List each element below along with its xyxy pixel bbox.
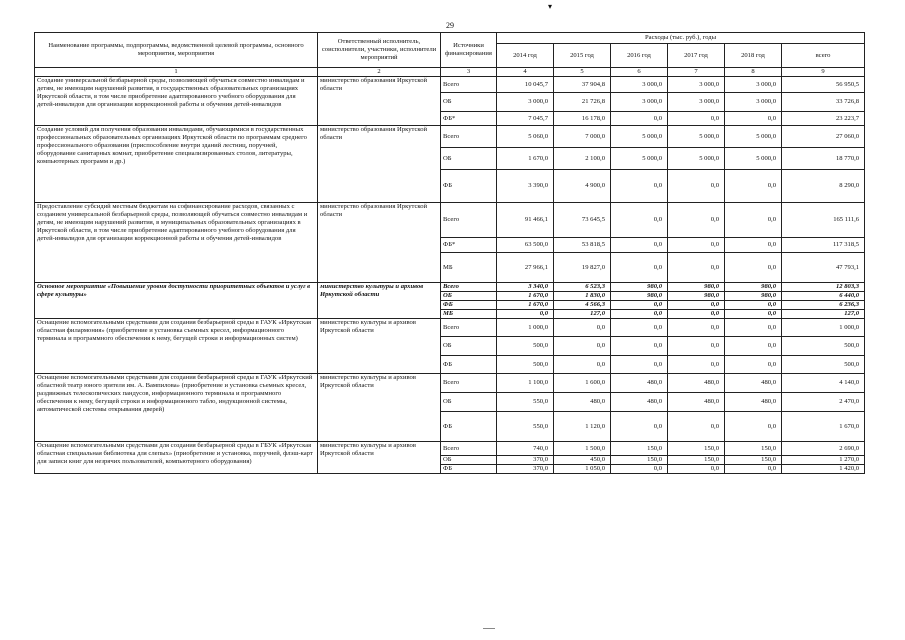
year-value: 6 523,3 [554, 283, 611, 292]
program-name: Оснащение вспомогательными средствами для создания безбарьерной среды в ГАУК «Иркутская областная филармония» (приобретение и установка съемных кресел, информационного терминала и программного обеспечения к нему, бегущей строки и информационных систем) [35, 319, 318, 374]
year-value: 370,0 [497, 465, 554, 474]
year-value: 3 000,0 [611, 77, 668, 93]
funding-source: ОБ [441, 148, 497, 170]
year-value: 370,0 [497, 456, 554, 465]
year-value: 127,0 [554, 310, 611, 319]
funding-source: ФБ [441, 170, 497, 203]
total-value: 6 236,3 [782, 301, 865, 310]
year-value: 0,0 [611, 253, 668, 283]
year-value: 53 818,5 [554, 238, 611, 253]
total-value: 2 690,0 [782, 442, 865, 456]
budget-table [34, 32, 865, 474]
funding-source: МБ [441, 253, 497, 283]
funding-source: ФБ* [441, 112, 497, 126]
column-index: 6 [611, 68, 668, 77]
year-value: 0,0 [725, 337, 782, 356]
program-name: Создание универсальной безбарьерной среды, позволяющей обучаться совместно инвалидам и детям, не имеющим нарушений развития, в государственных образовательных организациях Иркутской области, в том числе приобретение адаптированного учебного оборудования для детей-инвалидов для организации коррекционной работы и обучения детей-инвалидов [35, 77, 318, 126]
header-source: Источники финансирования [441, 33, 497, 68]
header-year: 2018 год [725, 44, 782, 68]
year-value: 3 000,0 [725, 77, 782, 93]
table-row [35, 374, 865, 393]
total-value: 8 290,0 [782, 170, 865, 203]
year-value: 150,0 [668, 456, 725, 465]
year-value: 500,0 [497, 356, 554, 374]
program-name: Основное мероприятие «Повышение уровня доступности приоритетных объектов и услуг в сфере культуры» [35, 283, 318, 319]
year-value: 91 466,1 [497, 203, 554, 238]
scan-footer-mark [483, 628, 495, 629]
total-value: 4 140,0 [782, 374, 865, 393]
year-value: 980,0 [725, 292, 782, 301]
total-value: 6 440,0 [782, 292, 865, 301]
funding-source: ОБ [441, 456, 497, 465]
year-value: 480,0 [611, 393, 668, 412]
program-name: Предоставление субсидий местным бюджетам на софинансирование расходов, связанных с созданием универсальной безбарьерной среды, позволяющей обучаться совместно инвалидам и детям, не имеющим нарушений развития, в муниципальных образовательных организациях в Иркутской области, в том числе приобретение адаптированного учебного оборудования для детей-инвалидов для организации коррекционной работы и обучения детей-инвалидов [35, 203, 318, 283]
funding-source: ФБ [441, 301, 497, 310]
year-value: 480,0 [725, 393, 782, 412]
year-value: 0,0 [668, 356, 725, 374]
year-value: 3 000,0 [497, 93, 554, 112]
table-row [35, 203, 865, 238]
year-value: 0,0 [611, 412, 668, 442]
table-row [35, 442, 865, 456]
column-index: 4 [497, 68, 554, 77]
header-expenses: Расходы (тыс. руб.), годы [497, 33, 865, 44]
year-value: 0,0 [725, 310, 782, 319]
year-value: 1 830,0 [554, 292, 611, 301]
year-value: 1 670,0 [497, 148, 554, 170]
year-value: 150,0 [611, 442, 668, 456]
funding-source: ОБ [441, 337, 497, 356]
year-value: 0,0 [611, 319, 668, 337]
column-index: 5 [554, 68, 611, 77]
table-row [35, 126, 865, 148]
total-value: 47 793,1 [782, 253, 865, 283]
year-value: 550,0 [497, 412, 554, 442]
year-value: 480,0 [725, 374, 782, 393]
executor-name: министерство культуры и архивов Иркутской области [318, 283, 441, 319]
year-value: 150,0 [668, 442, 725, 456]
table-row [35, 283, 865, 292]
total-value: 1 270,0 [782, 456, 865, 465]
year-value: 0,0 [725, 465, 782, 474]
table-row [35, 77, 865, 93]
year-value: 37 904,8 [554, 77, 611, 93]
year-value: 480,0 [668, 393, 725, 412]
total-value: 2 470,0 [782, 393, 865, 412]
year-value: 73 645,5 [554, 203, 611, 238]
year-value: 0,0 [668, 310, 725, 319]
total-value: 33 726,8 [782, 93, 865, 112]
funding-source: МБ [441, 310, 497, 319]
year-value: 4 900,0 [554, 170, 611, 203]
year-value: 480,0 [668, 374, 725, 393]
year-value: 4 566,3 [554, 301, 611, 310]
total-value: 127,0 [782, 310, 865, 319]
year-value: 3 340,0 [497, 283, 554, 292]
year-value: 7 045,7 [497, 112, 554, 126]
year-value: 0,0 [668, 465, 725, 474]
year-value: 450,0 [554, 456, 611, 465]
year-value: 480,0 [611, 374, 668, 393]
column-index: 1 [35, 68, 318, 77]
executor-name: министерство образования Иркутской области [318, 203, 441, 283]
funding-source: Всего [441, 203, 497, 238]
year-value: 0,0 [554, 337, 611, 356]
year-value: 740,0 [497, 442, 554, 456]
year-value: 16 178,0 [554, 112, 611, 126]
year-value: 500,0 [497, 337, 554, 356]
year-value: 2 100,0 [554, 148, 611, 170]
column-index: 3 [441, 68, 497, 77]
total-value: 56 950,5 [782, 77, 865, 93]
header-program: Наименование программы, подпрограммы, ведомственной целевой программы, основного мероприятия, мероприятия [35, 33, 318, 68]
year-value: 0,0 [725, 170, 782, 203]
year-value: 0,0 [668, 253, 725, 283]
total-value: 1 420,0 [782, 465, 865, 474]
year-value: 150,0 [725, 456, 782, 465]
year-value: 980,0 [611, 292, 668, 301]
year-value: 0,0 [611, 203, 668, 238]
year-value: 0,0 [611, 465, 668, 474]
funding-source: ФБ [441, 465, 497, 474]
total-value: 12 803,3 [782, 283, 865, 292]
program-name: Оснащение вспомогательными средствами для создания безбарьерной среды в ГБУК «Иркутская областная специальная библиотека для слепых» (приобретение и установка, поручней, флэш-карт для записи книг для незрячих пользователей, компьютерного оборудования) [35, 442, 318, 474]
column-index: 7 [668, 68, 725, 77]
executor-name: министерство культуры и архивов Иркутской области [318, 442, 441, 474]
year-value: 1 000,0 [497, 319, 554, 337]
year-value: 0,0 [725, 112, 782, 126]
total-value: 1 670,0 [782, 412, 865, 442]
year-value: 0,0 [725, 203, 782, 238]
column-index: 8 [725, 68, 782, 77]
year-value: 5 000,0 [668, 126, 725, 148]
executor-name: министерство культуры и архивов Иркутской области [318, 319, 441, 374]
scan-mark: ▾ [548, 2, 553, 11]
year-value: 5 000,0 [725, 126, 782, 148]
column-index: 2 [318, 68, 441, 77]
year-value: 0,0 [554, 356, 611, 374]
total-value: 500,0 [782, 356, 865, 374]
year-value: 1 670,0 [497, 292, 554, 301]
page-number: 29 [446, 21, 454, 30]
year-value: 5 000,0 [668, 148, 725, 170]
year-value: 3 000,0 [611, 93, 668, 112]
year-value: 19 827,0 [554, 253, 611, 283]
year-value: 0,0 [725, 301, 782, 310]
year-value: 0,0 [725, 238, 782, 253]
funding-source: ФБ* [441, 238, 497, 253]
year-value: 0,0 [611, 238, 668, 253]
total-value: 27 060,0 [782, 126, 865, 148]
year-value: 980,0 [668, 283, 725, 292]
header-year: 2017 год [668, 44, 725, 68]
year-value: 0,0 [668, 301, 725, 310]
funding-source: ФБ [441, 356, 497, 374]
funding-source: Всего [441, 77, 497, 93]
year-value: 0,0 [725, 412, 782, 442]
funding-source: ФБ [441, 412, 497, 442]
year-value: 5 000,0 [611, 126, 668, 148]
year-value: 1 500,0 [554, 442, 611, 456]
funding-source: Всего [441, 374, 497, 393]
year-value: 0,0 [611, 337, 668, 356]
header-year: 2014 год [497, 44, 554, 68]
year-value: 1 670,0 [497, 301, 554, 310]
program-name: Оснащение вспомогательными средствами для создания безбарьерной среды в ГАУК «Иркутский областной театр юного зрителя им. А. Вампилова» (приобретение и установка съемных кресел, раздвижных телескопических пандусов, информационного терминала и программного обеспечения к нему, бегущей строки и информационного табло, индукционной системы, автоматической системы открывания дверей) [35, 374, 318, 442]
header-year: 2016 год [611, 44, 668, 68]
header-year: 2015 год [554, 44, 611, 68]
column-index: 9 [782, 68, 865, 77]
year-value: 1 120,0 [554, 412, 611, 442]
year-value: 0,0 [725, 319, 782, 337]
year-value: 0,0 [611, 356, 668, 374]
year-value: 0,0 [725, 253, 782, 283]
year-value: 1 100,0 [497, 374, 554, 393]
year-value: 0,0 [611, 170, 668, 203]
year-value: 0,0 [497, 310, 554, 319]
funding-source: ОБ [441, 292, 497, 301]
total-value: 23 223,7 [782, 112, 865, 126]
year-value: 1 050,0 [554, 465, 611, 474]
year-value: 0,0 [668, 412, 725, 442]
header-total: всего [782, 44, 865, 68]
year-value: 5 060,0 [497, 126, 554, 148]
year-value: 0,0 [668, 203, 725, 238]
year-value: 3 000,0 [668, 77, 725, 93]
year-value: 980,0 [668, 292, 725, 301]
table-row [35, 319, 865, 337]
funding-source: ОБ [441, 393, 497, 412]
year-value: 0,0 [554, 319, 611, 337]
year-value: 3 000,0 [725, 93, 782, 112]
year-value: 5 000,0 [725, 148, 782, 170]
year-value: 550,0 [497, 393, 554, 412]
year-value: 3 390,0 [497, 170, 554, 203]
total-value: 18 770,0 [782, 148, 865, 170]
year-value: 7 000,0 [554, 126, 611, 148]
funding-source: ОБ [441, 93, 497, 112]
year-value: 21 726,8 [554, 93, 611, 112]
funding-source: Всего [441, 319, 497, 337]
year-value: 480,0 [554, 393, 611, 412]
year-value: 0,0 [668, 319, 725, 337]
year-value: 0,0 [668, 112, 725, 126]
executor-name: министерство образования Иркутской области [318, 126, 441, 203]
year-value: 10 045,7 [497, 77, 554, 93]
total-value: 500,0 [782, 337, 865, 356]
funding-source: Всего [441, 126, 497, 148]
year-value: 0,0 [611, 310, 668, 319]
year-value: 0,0 [611, 112, 668, 126]
total-value: 165 111,6 [782, 203, 865, 238]
year-value: 0,0 [611, 301, 668, 310]
total-value: 117 318,5 [782, 238, 865, 253]
year-value: 27 966,1 [497, 253, 554, 283]
year-value: 0,0 [668, 337, 725, 356]
funding-source: Всего [441, 283, 497, 292]
table-body [35, 77, 865, 474]
year-value: 0,0 [668, 238, 725, 253]
year-value: 150,0 [725, 442, 782, 456]
year-value: 3 000,0 [668, 93, 725, 112]
program-name: Создание условий для получения образования инвалидами, обучающимися в государственных профессиональных образовательных организациях Иркутской области по программам среднего профессионального образования (приспособление внутри зданий лестниц, поручней, оборудование санитарных комнат, приобретение специализированных столов, литературы, компьютерных программ и др.) [35, 126, 318, 203]
year-value: 5 000,0 [611, 148, 668, 170]
executor-name: министерство культуры и архивов Иркутской области [318, 374, 441, 442]
executor-name: министерство образования Иркутской области [318, 77, 441, 126]
year-value: 0,0 [725, 356, 782, 374]
year-value: 150,0 [611, 456, 668, 465]
year-value: 980,0 [725, 283, 782, 292]
year-value: 1 600,0 [554, 374, 611, 393]
year-value: 63 500,0 [497, 238, 554, 253]
year-value: 0,0 [668, 170, 725, 203]
total-value: 1 000,0 [782, 319, 865, 337]
funding-source: Всего [441, 442, 497, 456]
year-value: 980,0 [611, 283, 668, 292]
header-executor: Ответственный исполнитель, соисполнители, участники, исполнители мероприятий [318, 33, 441, 68]
